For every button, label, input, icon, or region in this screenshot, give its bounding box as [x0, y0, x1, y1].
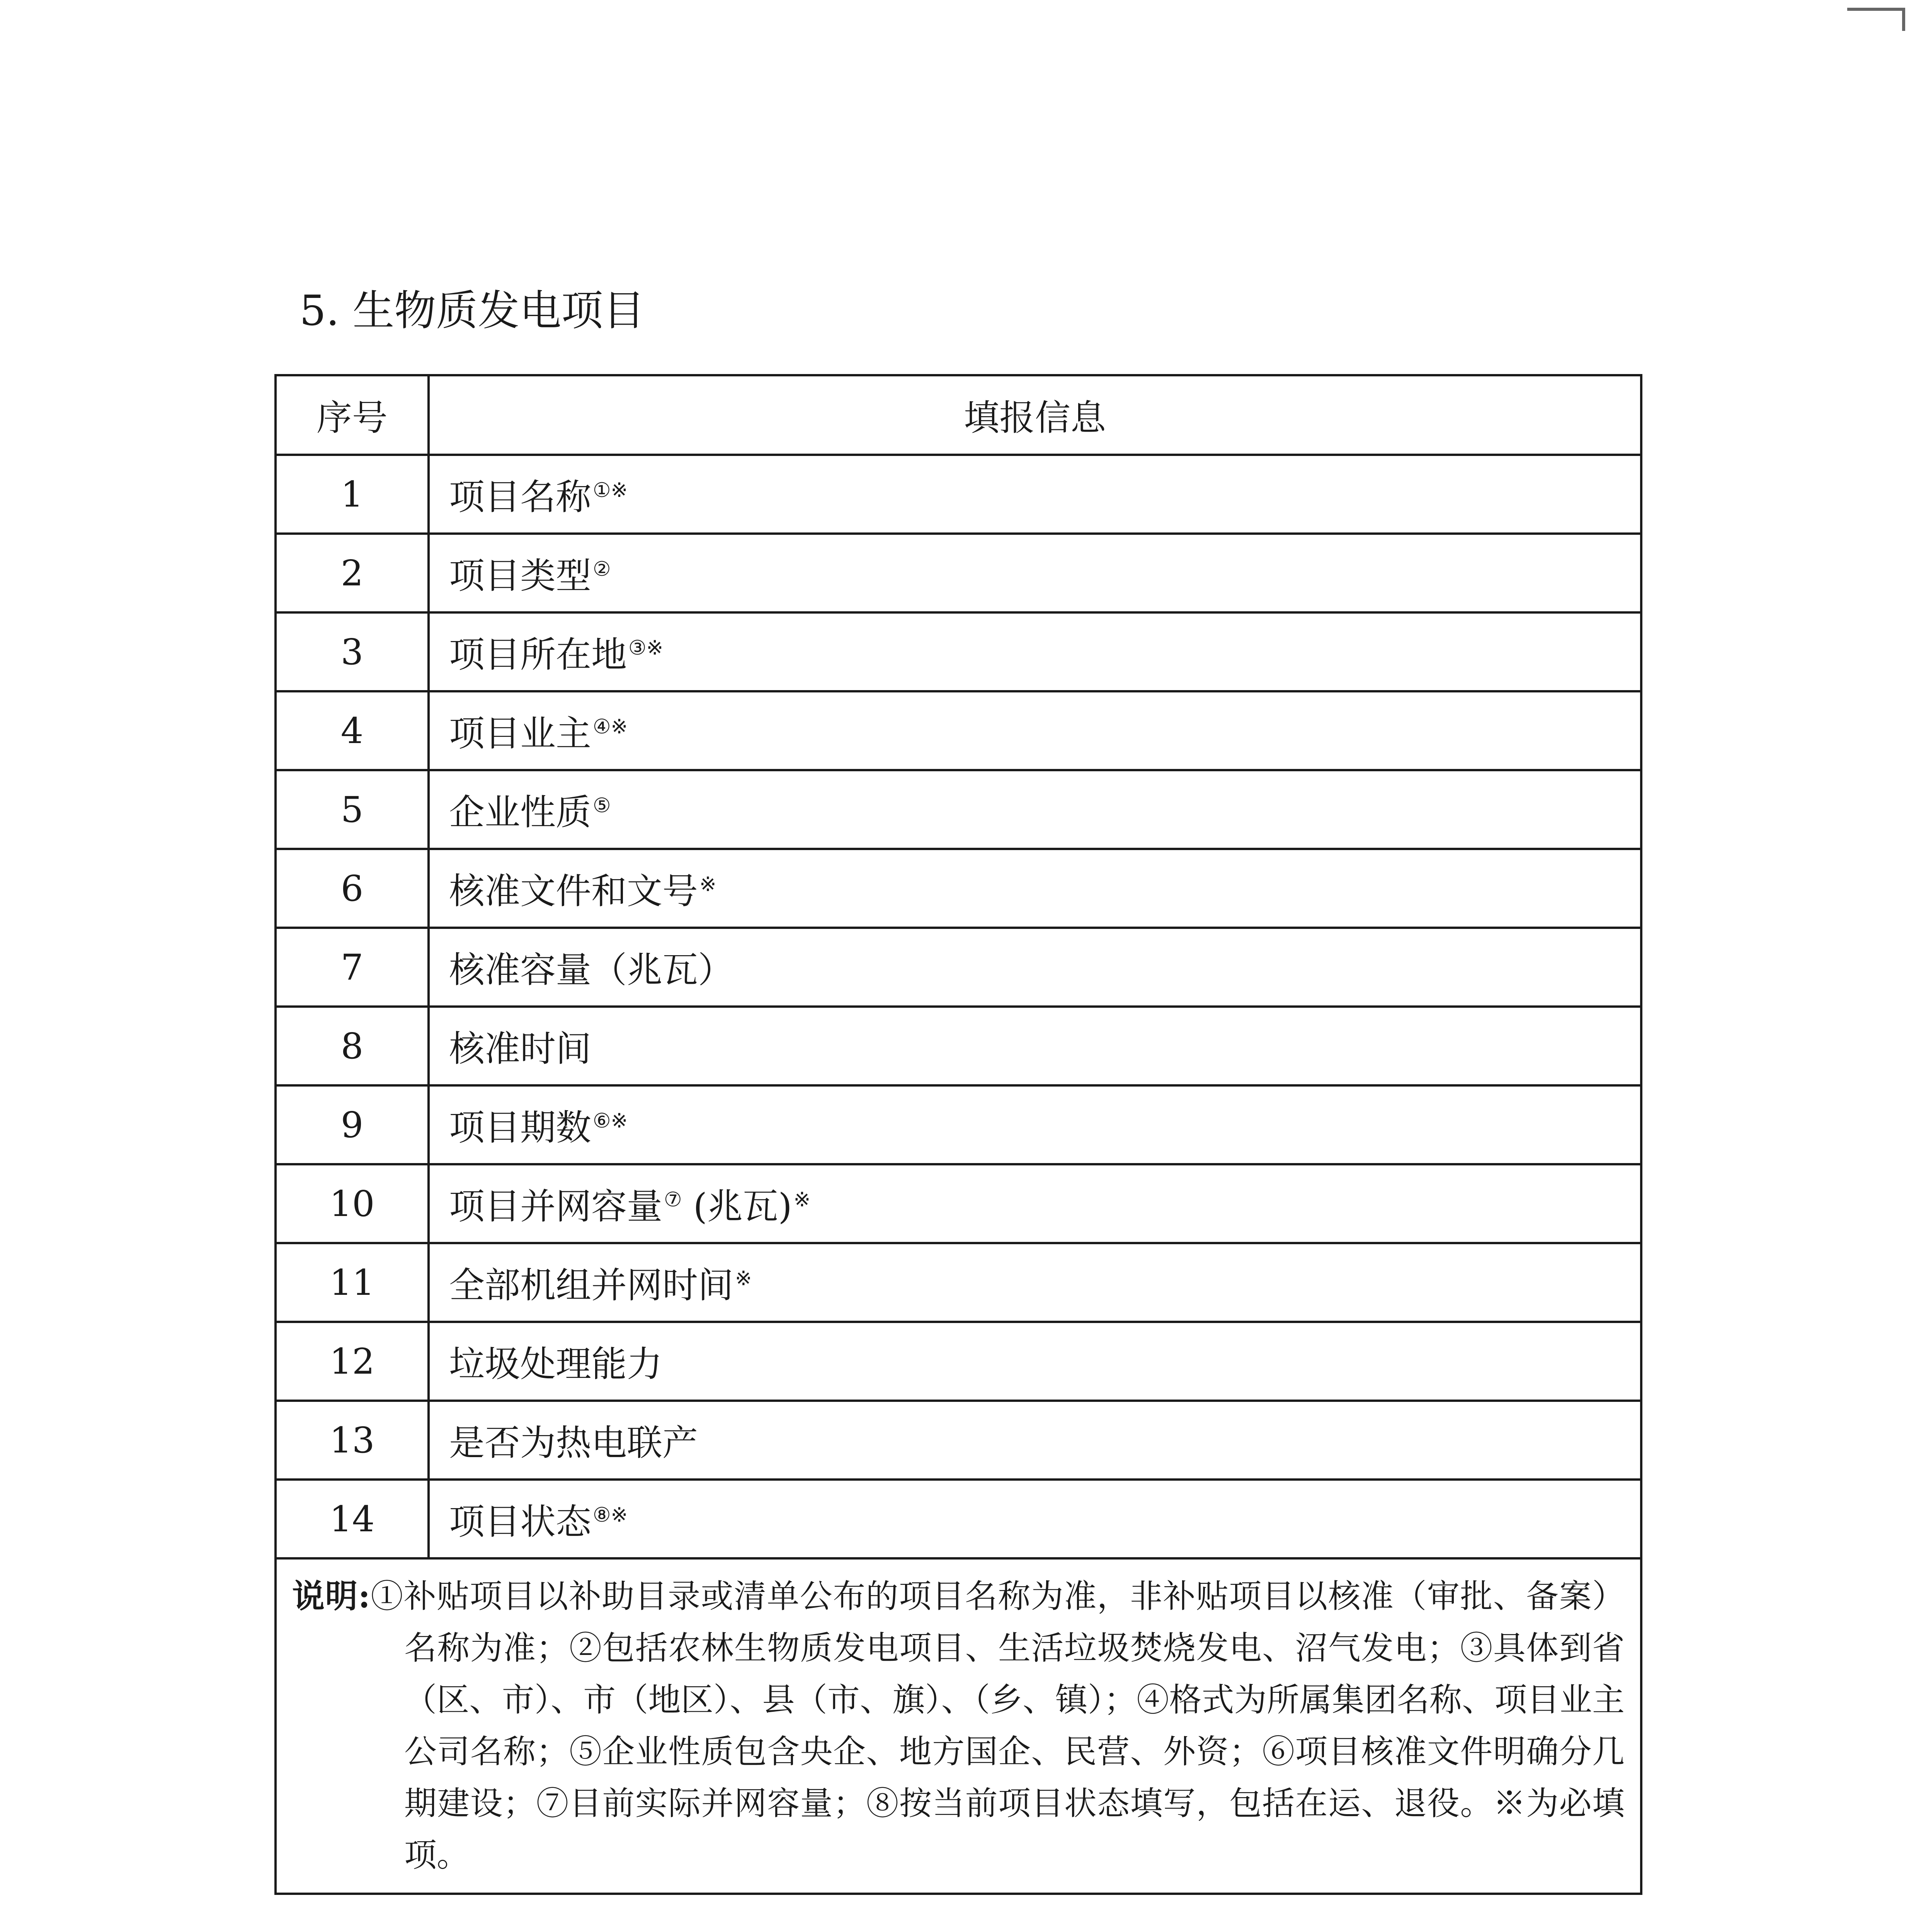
field-label: 垃圾处理能力: [449, 1344, 663, 1385]
table-row: [276, 1085, 1641, 1164]
field-label: 项目所在地: [449, 634, 627, 675]
table-row: [276, 1322, 1641, 1401]
field-label: 项目业主: [449, 713, 592, 754]
scan-artifact: [1902, 8, 1905, 31]
row-field: [429, 455, 1641, 534]
field-label: 项目状态: [449, 1501, 592, 1543]
field-label: 项目并网容量: [449, 1186, 663, 1227]
row-field: [429, 691, 1641, 770]
footnote-mark: ④※: [593, 715, 628, 739]
field-label: 企业性质: [449, 792, 592, 833]
table-row: [276, 691, 1641, 770]
row-number: 1: [276, 455, 429, 534]
row-field: [429, 1007, 1641, 1085]
row-field: [429, 770, 1641, 849]
field-label: 项目名称: [449, 476, 592, 518]
notes-label: 说明:: [292, 1577, 370, 1615]
table-row: [276, 612, 1641, 691]
section-heading: 5. 生物质发电项目: [299, 287, 645, 335]
notes-cell: [276, 1558, 1641, 1894]
field-label: 全部机组并网时间: [449, 1265, 734, 1306]
footnote-mark: ※: [735, 1267, 752, 1291]
field-label: 核准文件和文号: [449, 871, 698, 912]
header-no: 序号: [276, 375, 429, 455]
field-label: 项目类型: [449, 555, 592, 597]
row-number: 6: [276, 849, 429, 928]
table-row: [276, 770, 1641, 849]
row-field: [429, 534, 1641, 612]
footnote-mark: ①※: [593, 479, 628, 502]
table-row: [276, 1243, 1641, 1322]
footnote-mark: ⑤: [593, 794, 611, 818]
field-label: 项目期数: [449, 1107, 592, 1148]
footnote-mark: ※: [699, 873, 716, 896]
info-form-table: [274, 374, 1642, 1895]
scan-artifact: [1847, 8, 1905, 11]
table-row: [276, 455, 1641, 534]
footnote-mark: ⑥※: [593, 1109, 628, 1133]
row-field: [429, 1401, 1641, 1480]
row-field: [429, 1164, 1641, 1243]
footnote-mark: ⑦: [664, 1188, 682, 1212]
footnote-mark: ③※: [628, 636, 664, 660]
row-field: [429, 612, 1641, 691]
notes-text: ①补贴项目以补助目录或清单公布的项目名称为准，非补贴项目以核准（审批、备案）名称为准；②包括农林生物质发电项目、生活垃圾焚烧发电、沼气发电；③具体到省（区、市）、市（地区）、县（市、旗）、（乡、镇）；④格式为所属集团名称、项目业主公司名称；⑤企业性质包含央企、地方国企、民营、外资；⑥项目核准文件明确分几期建设；⑦目前实际并网容量；⑧按当前项目状态填写，包括在运、退役。※为必填项。: [370, 1577, 1625, 1874]
field-label: 是否为热电联产: [449, 1422, 698, 1464]
row-number: 3: [276, 612, 429, 691]
notes-row: [276, 1558, 1641, 1894]
field-unit: (兆瓦): [682, 1186, 792, 1227]
row-number: 8: [276, 1007, 429, 1085]
row-field: [429, 1085, 1641, 1164]
row-number: 2: [276, 534, 429, 612]
table-row: [276, 1164, 1641, 1243]
row-field: [429, 1243, 1641, 1322]
row-field: [429, 849, 1641, 928]
row-field: [429, 1322, 1641, 1401]
row-field: [429, 928, 1641, 1007]
row-number: 4: [276, 691, 429, 770]
notes-paragraph: [292, 1570, 1625, 1881]
row-number: 7: [276, 928, 429, 1007]
field-label: 核准时间: [449, 1028, 592, 1070]
table-body: [276, 455, 1641, 1558]
footnote-mark: ⑧※: [593, 1503, 628, 1527]
field-label: 核准容量（兆瓦）: [449, 949, 734, 991]
table-row: [276, 1480, 1641, 1558]
table-row: [276, 1401, 1641, 1480]
table-row: [276, 1007, 1641, 1085]
table-row: [276, 849, 1641, 928]
row-number: 12: [276, 1322, 429, 1401]
table-row: [276, 534, 1641, 612]
table-row: [276, 928, 1641, 1007]
required-mark: ※: [793, 1188, 811, 1212]
row-number: 13: [276, 1401, 429, 1480]
footnote-mark: ②: [593, 558, 611, 581]
row-number: 11: [276, 1243, 429, 1322]
row-field: [429, 1480, 1641, 1558]
row-number: 10: [276, 1164, 429, 1243]
header-info: 填报信息: [429, 375, 1641, 455]
table-header-row: [276, 375, 1641, 455]
row-number: 5: [276, 770, 429, 849]
row-number: 9: [276, 1085, 429, 1164]
row-number: 14: [276, 1480, 429, 1558]
